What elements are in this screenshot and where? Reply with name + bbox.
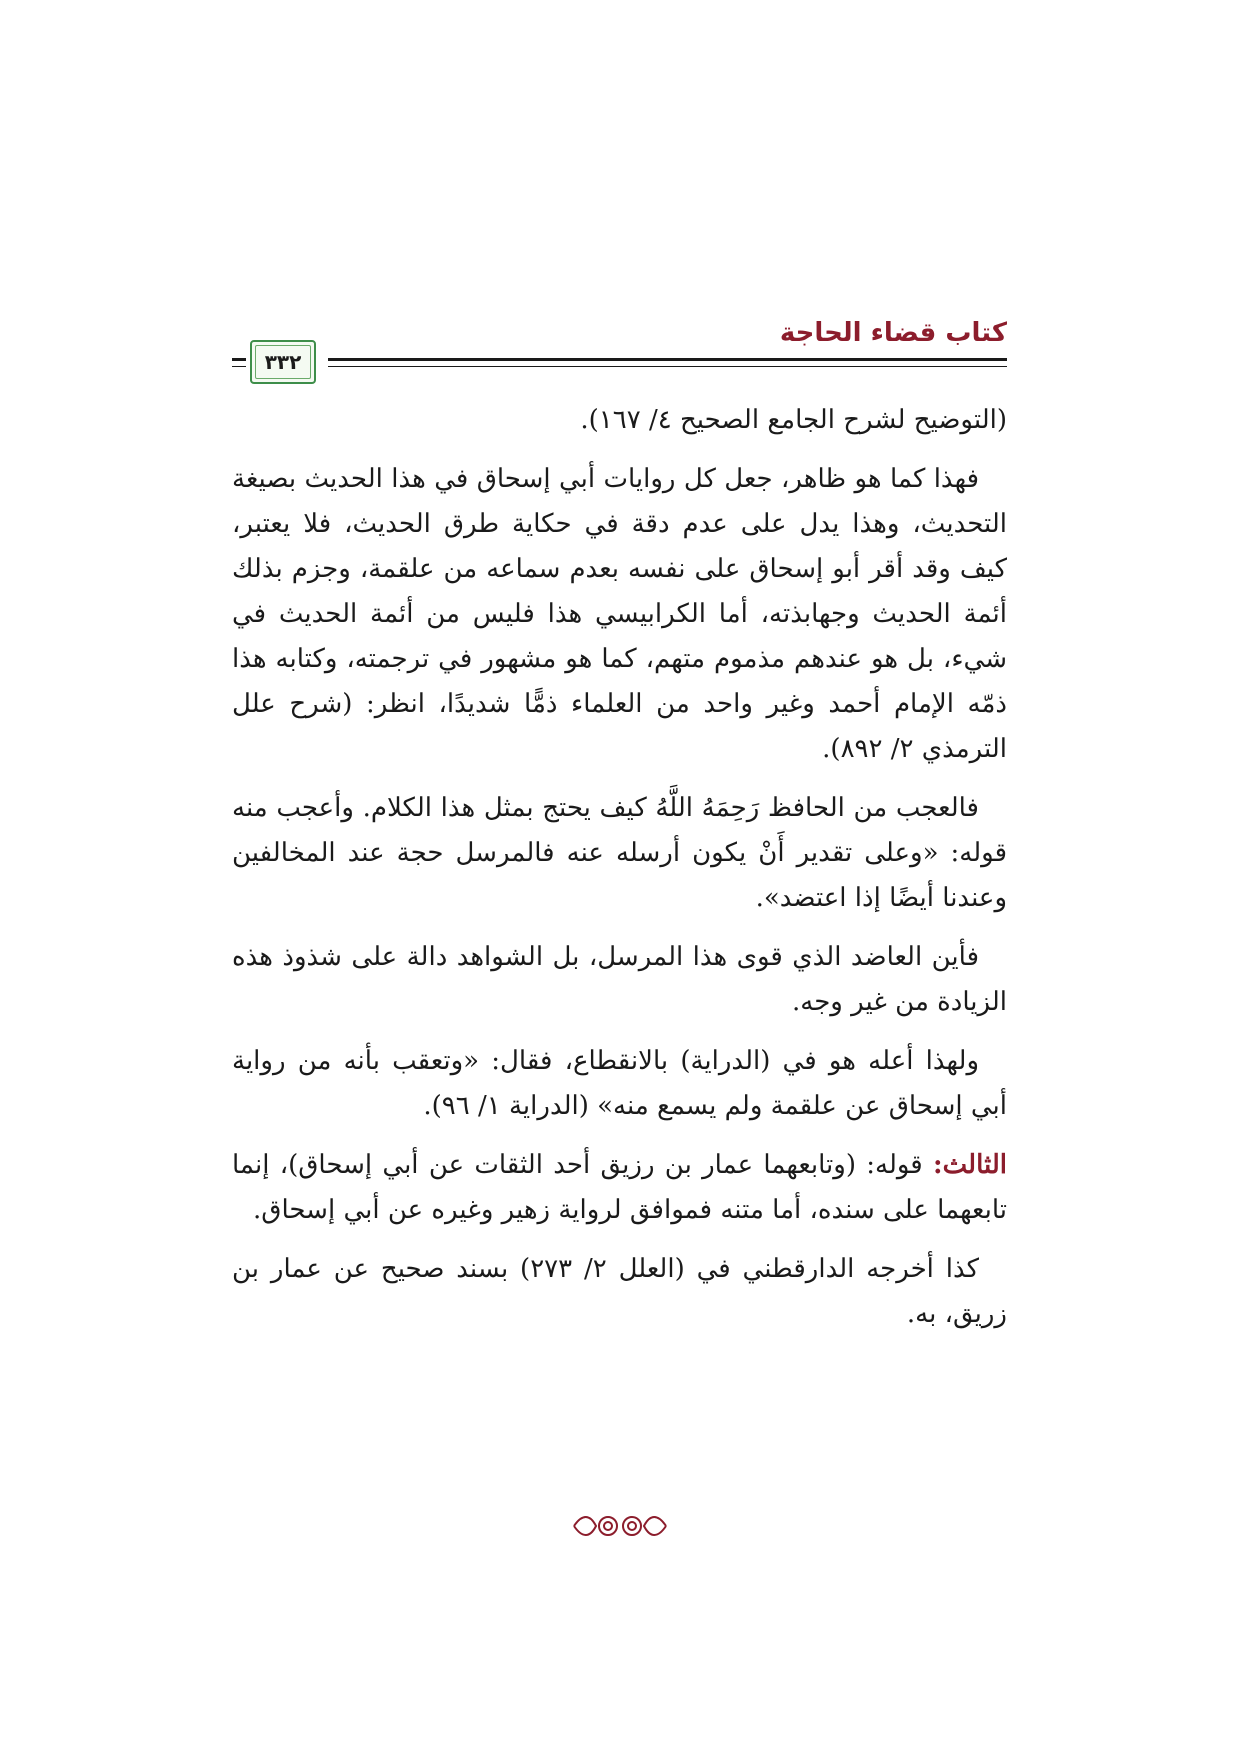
- page-number-badge: [250, 340, 316, 384]
- body-paragraph-4: ولهذا أعله هو في (الدراية) بالانقطاع، فقال: «وتعقب بأنه من رواية أبي إسحاق عن علقمة ولم يسمع منه» (الدراية ١/ ٩٦).: [232, 1046, 1007, 1121]
- page-body: [232, 398, 1007, 1351]
- body-paragraph-2: فالعجب من الحافظ رَحِمَهُ اللَّهُ كيف يحتج بمثل هذا الكلام. وأعجب منه قوله: «وعلى تقدير أَنْ يكون أرسله عنه فالمرسل حجة عند المخالفين وعندنا أيضًا إذا اعتضد».: [232, 793, 1007, 913]
- header-rule-left-top: [232, 358, 246, 361]
- third-point-label: الثالث:: [933, 1150, 1007, 1180]
- end-ornament: [570, 1506, 670, 1546]
- body-paragraph-1: فهذا كما هو ظاهر، جعل كل روايات أبي إسحاق في هذا الحديث بصيغة التحديث، وهذا يدل على عدم دقة في حكاية طرق الحديث، فلا يعتبر، كيف وقد أقر أبو إسحاق على نفسه بعدم سماعه من علقمة، وجزم بذلك أئمة الحديث وجهابذته، أما الكرابيسي هذا فليس من أئمة الحديث في شيء، بل هو عندهم مذموم متهم، كما هو مشهور في ترجمته، وكتابه هذا ذمّه الإمام أحمد وغير واحد من العلماء ذمًّا شديدًا، انظر: (شرح علل الترمذي ٢/ ٨٩٢).: [232, 464, 1007, 764]
- third-point-text: قوله: (وتابعهما عمار بن رزيق أحد الثقات عن أبي إسحاق)، إنما تابعهما على سنده، أما متنه فموافق لرواية زهير وغيره عن أبي إسحاق.: [232, 1150, 1007, 1225]
- header-rule-left-bottom: [232, 366, 246, 367]
- page-number: ٣٣٢: [264, 350, 302, 374]
- book-title: كتاب قضاء الحاجة: [779, 318, 1007, 348]
- header-rule-top: [328, 358, 1007, 361]
- page-header: [232, 318, 1007, 390]
- body-paragraph-5: كذا أخرجه الدارقطني في (العلل ٢/ ٢٧٣) بسند صحيح عن عمار بن زريق، به.: [232, 1254, 1007, 1329]
- citation-paragraph: (التوضيح لشرح الجامع الصحيح ٤/ ١٦٧).: [580, 405, 1007, 435]
- third-point-paragraph: [232, 1143, 1007, 1233]
- header-rule-bottom: [328, 366, 1007, 367]
- body-paragraph-3: فأين العاضد الذي قوى هذا المرسل، بل الشواهد دالة على شذوذ هذه الزيادة من غير وجه.: [232, 942, 1007, 1017]
